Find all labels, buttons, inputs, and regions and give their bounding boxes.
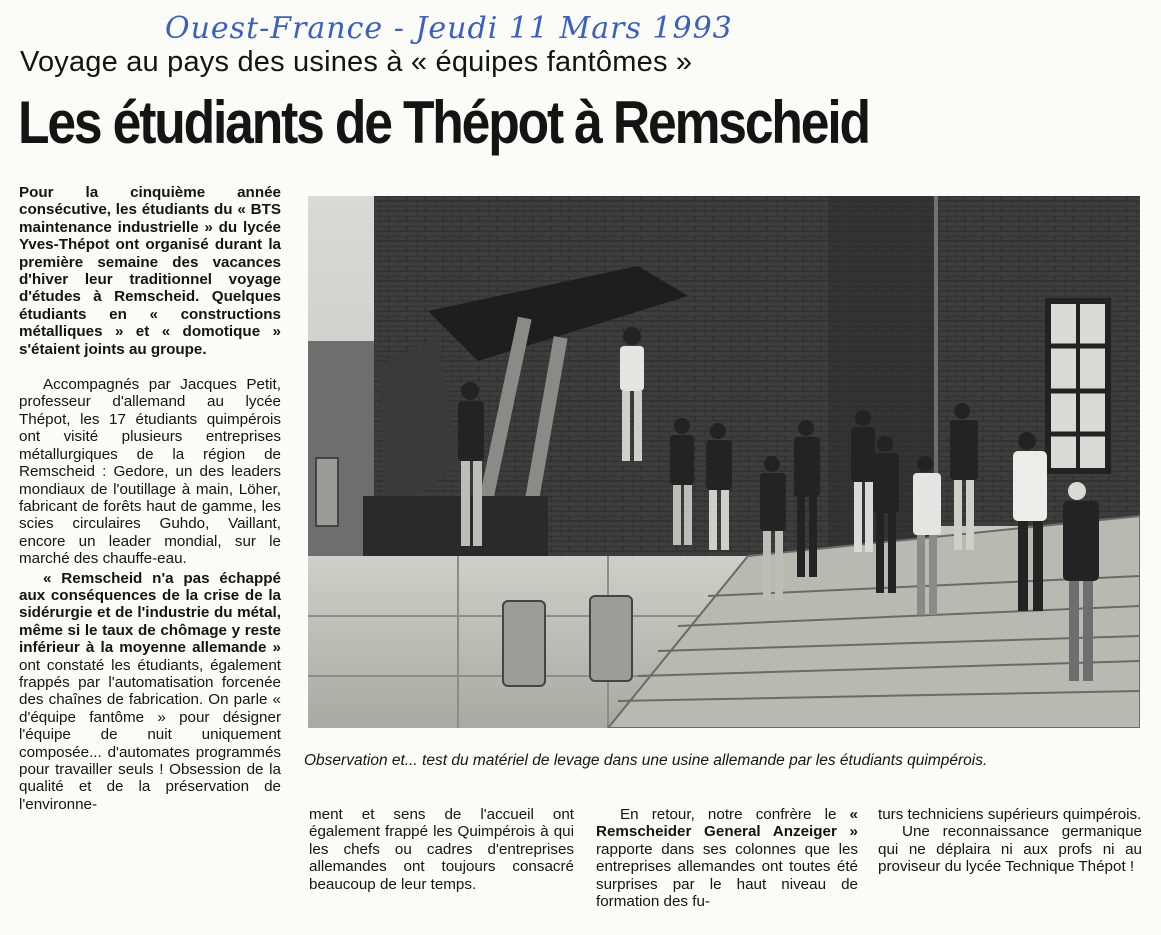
article-column-3 xyxy=(596,806,858,910)
column-3-text-after: rapporte dans ses colonnes que les entreprises allemandes ont toutes été surprises par le haut niveau de formation des fu- xyxy=(596,840,858,911)
photo-illustration xyxy=(308,196,1140,728)
column-4-text-1: turs techniciens supérieurs quimpérois. xyxy=(878,806,1142,823)
kicker-title: Voyage au pays des usines à « équipes fantômes » xyxy=(20,46,693,78)
column-4-text-2: Une reconnaissance germanique qui ne déplaira ni aux profs ni au proviseur du lycée Technique Thépot ! xyxy=(878,823,1142,876)
handwritten-date-text: Ouest-France - Jeudi 11 Mars 1993 xyxy=(165,11,733,46)
article-column-2 xyxy=(309,806,574,893)
article-column-1 xyxy=(19,184,281,813)
column-3-paragraph xyxy=(596,806,858,910)
headline: Les étudiants de Thépot à Remscheid xyxy=(18,89,869,156)
handwritten-date-annotation xyxy=(165,4,825,48)
quote-text: « Remscheid n'a pas échappé aux conséquences de la crise de la sidérurgie et de l'industrie du métal, même si le taux de chômage y reste inférieur à la moyenne allemande » xyxy=(19,569,281,657)
photo-caption: Observation et... test du matériel de levage dans une usine allemande par les étudiants quimpérois. xyxy=(304,752,988,769)
body-paragraph-visit: Accompagnés par Jacques Petit, professeur d'allemand au lycée Thépot, les 17 étudiants quimpérois ont visité plusieurs entreprises métallurgiques de la région de Remscheid : Gedore, un des leaders mondiaux de l'outillage à main, Löher, fabricant de forêts haut de gamme, les scies circulaires Guhdo, Vaillant, encore un leader mondial, sur le marché des chauffe-eau. xyxy=(19,376,281,568)
column-3-text-before: En retour, notre confrère le xyxy=(620,806,850,823)
lead-paragraph: Pour la cinquième année consécutive, les étudiants du « BTS maintenance industrielle » du lycée Yves-Thépot ont organisé durant la première semaine des vacances d'hiver leur traditionnel voyage d'études à Remscheid. Quelques étudiants en « constructions métalliques » et « domotique » s'étaient joints au groupe. xyxy=(19,184,281,358)
newspaper-name: « Remscheider General Anzeiger » xyxy=(596,806,858,841)
article-column-4 xyxy=(878,806,1142,876)
column-2-text: ment et sens de l'accueil ont également frappé les Quimpérois à qui les chefs ou cadres d'entreprises allemandes ont toujours consacré beaucoup de leur temps. xyxy=(309,806,574,893)
quote-continuation: ont constaté les étudiants, également frappés par l'automatisation forcenée des chaînes de fabrication. On parle « d'équipe fantôme » pour désigner l'équipe de nuit uniquement composée... d'automates programmés pour travailler seuls ! Obsession de la qualité et de la préservation de l'environne- xyxy=(19,656,281,813)
article-photo xyxy=(308,196,1140,728)
body-paragraph-quote xyxy=(19,570,281,814)
